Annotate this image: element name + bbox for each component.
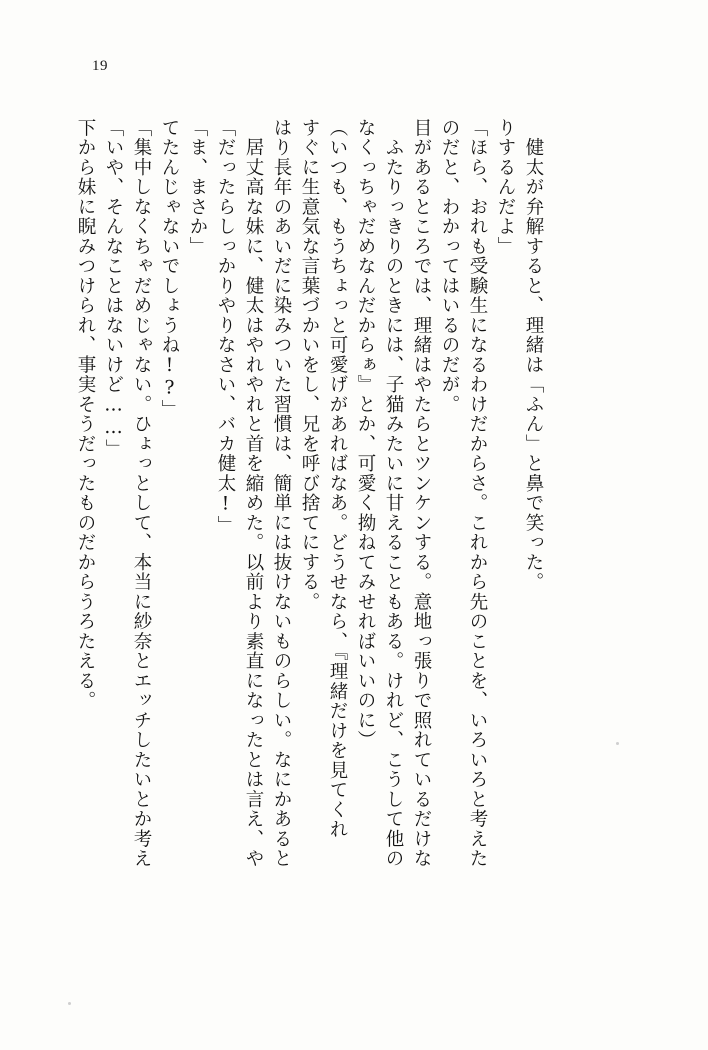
text-line: すぐに生意気な言葉づかいをし、兄を呼び捨てにする。: [299, 118, 320, 612]
vertical-text-block: [66, 118, 626, 908]
text-line: 居丈高な妹に、健太はやれやれと首を縮めた。以前より素直になったとは言え、や: [243, 118, 264, 869]
text-line: （いつも、もうちょっと可愛げがあればなあ。どうせなら、『理緒だけを見てくれ: [327, 118, 348, 840]
text-line: 「いや、そんなことはないけど……」: [103, 118, 124, 459]
text-line: 下から妹に睨みつけられ、事実そうだったものだからうろたえる。: [75, 118, 96, 711]
text-line: はり長年のあいだに染みついた習慣は、簡単には抜けないものらしい。なにかあると: [271, 118, 292, 869]
text-line: 「だったらしっかりやりなさい、バカ健太!」: [215, 118, 236, 536]
page-number: 19: [92, 58, 108, 74]
text-line: てたんじゃないでしょうね!?」: [159, 118, 180, 420]
text-line: 健太が弁解すると、理緒は「ふん」と鼻で笑った。: [523, 118, 544, 592]
text-line: 目があるところでは、理緒はやたらとツンケンする。意地っ張りで照れているだけな: [411, 118, 432, 869]
paper-speck: [68, 1002, 71, 1005]
text-line: なくっちゃだめなんだからぁ』とか、可愛く拗ねてみせればいいのに）: [355, 118, 376, 750]
text-line: のだと、わかってはいるのだが。: [439, 118, 460, 415]
paper-speck: [616, 742, 619, 745]
text-line: 「集中しなくちゃだめじゃない。ひょっとして、本当に紗奈とエッチしたいとか考え: [131, 118, 152, 869]
text-line: 「ま、まさか」: [187, 118, 208, 257]
text-line: 「ほら、おれも受験生になるわけだからさ。これから先のことを、いろいろと考えた: [467, 118, 488, 869]
text-line: りするんだよ」: [495, 118, 516, 257]
text-line: ふたりっきりのときには、子猫みたいに甘えることもある。けれど、こうして他の: [383, 118, 404, 869]
